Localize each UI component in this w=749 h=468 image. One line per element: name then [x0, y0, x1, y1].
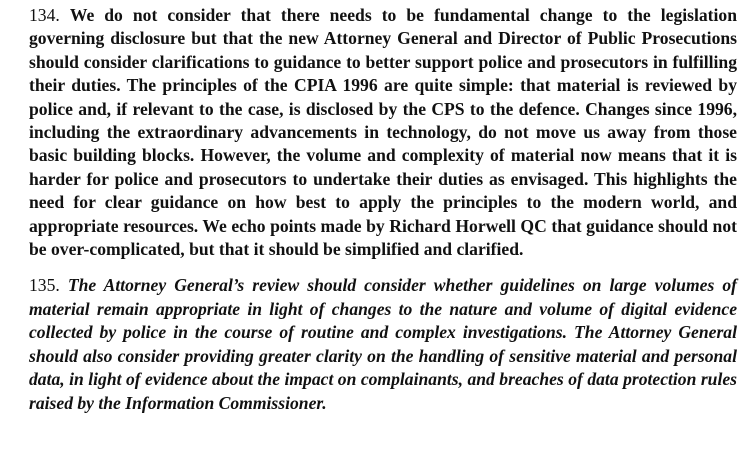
paragraph-number: 134. [29, 5, 60, 25]
paragraph-134 [29, 4, 737, 261]
paragraph-text: The Attorney General’s review should consider whether guidelines on large volumes of material remain appropriate in light of changes to the nature and volume of digital evidence collected by police in the course of routine and complex investigations. The Attorney General should also consider providing greater clarity on the handling of sensitive material and personal data, in light of evidence about the impact on complainants, and breaches of data protection rules raised by the Information Commissioner. [29, 275, 737, 413]
paragraph-135 [29, 274, 737, 414]
document-page [29, 4, 737, 415]
paragraph-number: 135. [29, 275, 60, 296]
paragraph-text: We do not consider that there needs to be fundamental change to the legislation governing disclosure but that the new Attorney General and Director of Public Prosecutions should consider clarifications to guidance to better support police and prosecutors in fulfilling their duties. The principles of the CPIA 1996 are quite simple: that material is reviewed by police and, if relevant to the case, is disclosed by the CPS to the defence. Changes since 1996, including the extraordinary advancements in technology, do not move us away from those basic building blocks. However, the volume and complexity of material now means that it is harder for police and prosecutors to undertake their duties as envisaged. This highlights the need for clear guidance on how best to apply the principles to the modern world, and appropriate resources. We echo points made by Richard Horwell QC that guidance should not be over-complicated, but that it should be simplified and clarified. [29, 5, 737, 260]
